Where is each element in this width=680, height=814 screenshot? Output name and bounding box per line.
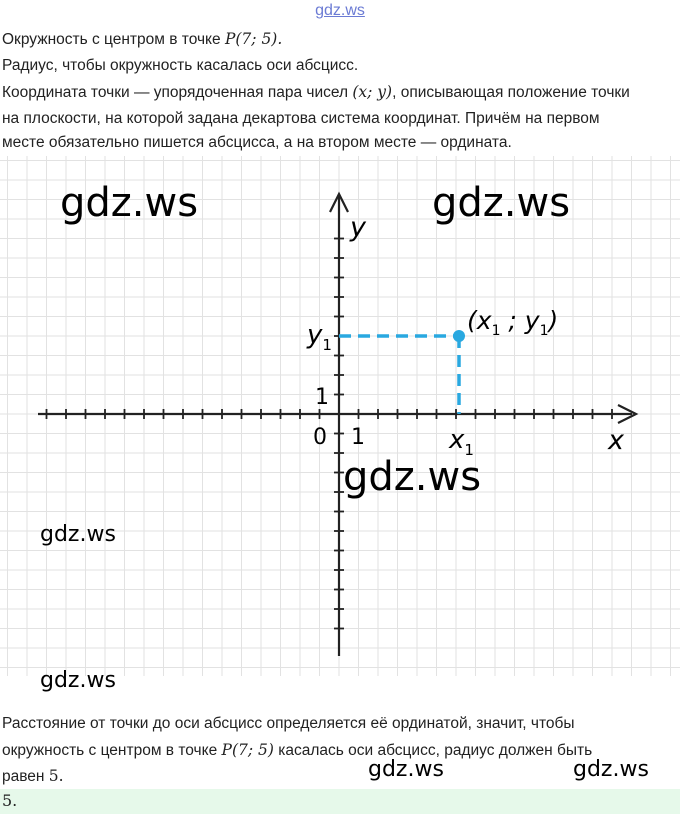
conclusion-line-1: Расстояние от точки до оси абсцисс определяется её ординатой, значит, чтобы [2,715,575,732]
origin-label: 0 [313,425,327,450]
intro-line-3-before: Координата точки — упорядоченная пара чисел [2,84,349,101]
point-marker [453,330,465,342]
watermark-figure-4: gdz.ws [40,522,116,547]
conclusion-line-3 [2,767,64,786]
point-label: ($x_1$ ; $y_1$) [467,306,559,339]
radius-value: 5. [48,767,64,785]
intro-line-2: Радиус, чтобы окружность касалась оси абсцисс. [2,57,359,74]
watermark-figure-5: gdz.ws [40,668,116,693]
intro-line-4: на плоскости, на которой задана декартова система координат. Причём на первом [2,110,600,127]
top-watermark-link[interactable]: gdz.ws [315,2,365,19]
conclusion-line-2-after: касалась оси абсцисс, радиус должен быть [278,742,593,759]
x-unit-label: 1 [351,425,365,450]
intro-line-1-text: Окружность с центром в точке [2,31,221,48]
coordinate-figure [0,156,680,693]
answer-value: 5. [2,791,18,810]
intro-line-3 [2,83,630,102]
watermark-figure-1: gdz.ws [60,180,199,226]
conclusion-line-3-before: равен [2,768,45,785]
conclusion-point-formula: P(7; 5) [221,741,274,759]
watermark-bottom-1: gdz.ws [368,757,444,782]
answer-box [0,789,680,814]
conclusion-line-2-before: окружность с центром в точке [2,742,218,759]
intro-line-5: месте обязательно пишется абсцисса, а на втором месте — ордината. [2,134,512,151]
intro-line-3-after: , описывающая положение точки [392,84,630,101]
y-unit-label: 1 [315,385,329,410]
watermark-bottom-2: gdz.ws [573,757,649,782]
y-axis-label: y [350,212,366,243]
coordinate-pair-formula: (x; y) [352,83,393,101]
watermark-figure-3: gdz.ws [343,454,482,500]
coordinate-plane-svg [0,156,680,676]
y1-label: $y_1$ [307,320,332,354]
x-axis-label: x [608,425,624,456]
watermark-figure-2: gdz.ws [432,180,571,226]
x1-label: $x_1$ [449,425,474,459]
intro-line-1 [2,30,282,49]
conclusion-line-2 [2,741,592,760]
center-point-formula: P(7; 5). [224,30,283,48]
